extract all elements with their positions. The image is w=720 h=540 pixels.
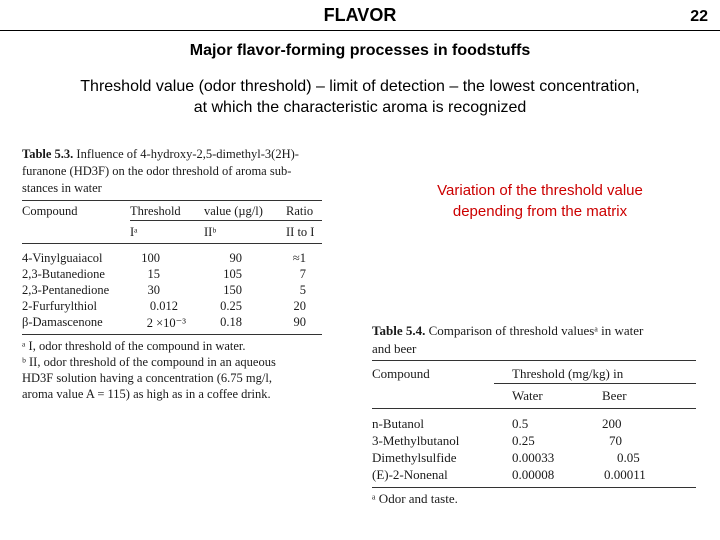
definition-line-1: Threshold value (odor threshold) – limit of detection – the lowest concentration, — [80, 78, 640, 95]
header-bottom-rule — [22, 243, 322, 244]
header-ratio: Ratio — [286, 204, 314, 218]
row-threshold-i: 15 — [147, 267, 160, 281]
footnote-b-line-3: aroma value A = 115) as high as in a coffee drink. — [22, 387, 271, 401]
row-threshold-ii: 0.18 — [220, 315, 242, 329]
definition-line-2: at which the characteristic aroma is recognized — [193, 99, 527, 116]
row-compound: 2,3-Butanedione — [22, 267, 105, 281]
footnote-b-line-2: HD3F solution having a concentration (6.75 mg/l, — [22, 371, 272, 385]
header-col-beer: Beer — [602, 388, 627, 403]
row-threshold-i: 30 — [147, 283, 160, 297]
header-bottom-rule — [372, 408, 696, 409]
row-compound: 2,3-Pentanedione — [22, 283, 110, 297]
title-divider — [0, 30, 720, 31]
matrix-note-line-2: depending from the matrix — [452, 203, 628, 220]
header-value: value (µg/l) — [204, 204, 263, 218]
table-5-3-caption — [22, 146, 328, 197]
header-compound: Compound — [22, 204, 78, 218]
row-threshold-ii: 105 — [223, 267, 242, 281]
row-ratio: 5 — [299, 283, 306, 297]
row-threshold-ii: 0.25 — [220, 299, 242, 313]
row-water: 0.5 — [512, 416, 529, 431]
row-water: 0.25 — [512, 433, 535, 448]
header-sub-rule — [494, 383, 696, 384]
table-5-4-caption — [372, 322, 698, 358]
row-water: 0.00033 — [512, 450, 555, 465]
row-compound: (E)-2-Nonenal — [372, 467, 448, 482]
row-water: 0.00008 — [512, 467, 555, 482]
header-col-ratio: II to I — [286, 225, 315, 239]
row-ratio: 90 — [293, 315, 306, 329]
footnote-a: ᵃ I, odor threshold of the compound in water. — [22, 339, 246, 353]
header-threshold: Threshold (mg/kg) in — [512, 366, 624, 381]
caption-line-1 — [22, 146, 328, 163]
slide-subtitle: Major flavor-forming processes in foodstuffs — [189, 42, 531, 59]
page-number: 22 — [690, 8, 708, 25]
row-compound: β-Damascenone — [22, 315, 103, 329]
caption-line-3: stances in water — [22, 181, 102, 195]
row-threshold-i: 100 — [141, 251, 160, 265]
slide-title: FLAVOR — [323, 5, 397, 25]
row-beer: 0.05 — [617, 450, 640, 465]
row-threshold-i: 0.012 — [149, 299, 178, 313]
matrix-note-line-1: Variation of the threshold value — [437, 182, 643, 199]
row-compound: 4-Vinylguaiacol — [22, 251, 103, 265]
table-top-rule — [22, 200, 322, 201]
row-beer: 70 — [609, 433, 622, 448]
row-compound: 2-Furfurylthiol — [22, 299, 97, 313]
row-ratio: ≈1 — [292, 251, 306, 265]
row-compound: Dimethylsulfide — [372, 450, 457, 465]
threshold-definition — [20, 76, 700, 118]
table-bottom-rule — [372, 487, 696, 488]
caption-line-1-text: Influence of 4-hydroxy-2,5-dimethyl-3(2H)- — [73, 147, 299, 161]
table-5-3 — [22, 146, 330, 406]
footnote-a: ᵃ Odor and taste. — [372, 491, 458, 506]
row-compound: 3-Methylbutanol — [372, 433, 460, 448]
table-5-3-label: Table 5.3. — [22, 147, 74, 161]
header-sub-rule — [130, 220, 322, 221]
caption-line-2: and beer — [372, 341, 417, 356]
header-col-II: IIᵇ — [204, 225, 217, 239]
row-beer: 200 — [602, 416, 622, 431]
header-threshold: Threshold — [130, 204, 181, 218]
header-col-I: Iᵃ — [130, 225, 138, 239]
row-threshold-ii: 90 — [229, 251, 242, 265]
row-beer: 0.00011 — [604, 467, 646, 482]
table-top-rule — [372, 360, 696, 361]
row-threshold-ii: 150 — [223, 283, 242, 297]
header-col-water: Water — [512, 388, 543, 403]
caption-line-2: furanone (HD3F) on the odor threshold of aroma sub- — [22, 164, 292, 178]
footnote-b-line-1: ᵇ II, odor threshold of the compound in an aqueous — [22, 355, 276, 369]
table-5-4-label: Table 5.4. — [372, 323, 426, 338]
table-bottom-rule — [22, 334, 322, 335]
header-compound: Compound — [372, 366, 430, 381]
row-compound: n-Butanol — [372, 416, 424, 431]
matrix-note — [395, 180, 685, 222]
row-ratio: 20 — [293, 299, 306, 313]
row-threshold-i: 2 ×10⁻³ — [146, 316, 186, 330]
caption-line-1 — [372, 322, 698, 340]
row-ratio: 7 — [299, 267, 306, 281]
caption-line-1-text: Comparison of threshold valuesᵃ in water — [425, 323, 644, 338]
table-5-4 — [372, 322, 700, 512]
